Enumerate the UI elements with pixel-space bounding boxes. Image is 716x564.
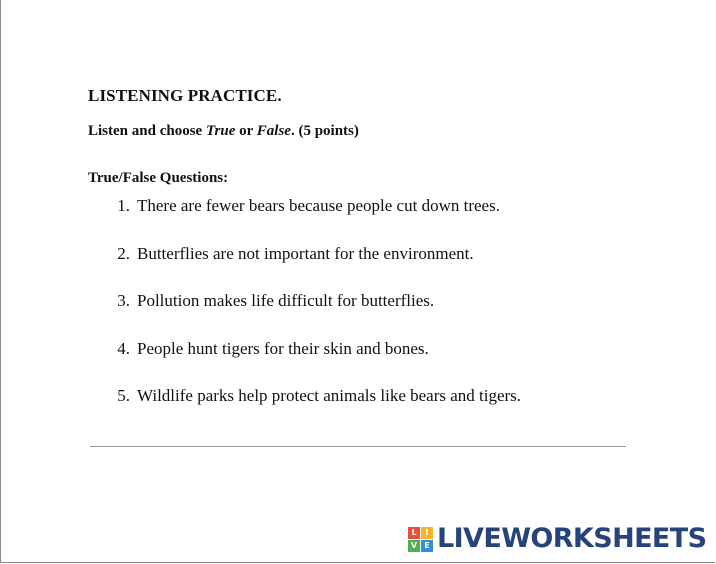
instruction-text (88, 122, 648, 140)
question-text: There are fewer bears because people cut down trees. (137, 196, 500, 215)
question-number: 2. (117, 243, 130, 263)
logo-tile-i: I (421, 527, 433, 539)
question-number: 3. (117, 291, 130, 310)
instruction-prefix: Listen and choose (88, 123, 206, 139)
liveworksheets-logo-icon (408, 527, 433, 552)
worksheet-heading: LISTENING PRACTICE. (88, 86, 282, 105)
instruction-middle: or (235, 123, 257, 139)
logo-tile-v: V (408, 540, 420, 552)
horizontal-divider (90, 446, 626, 447)
question-text: People hunt tigers for their skin and bones. (137, 338, 429, 358)
worksheet (88, 86, 648, 434)
logo-tile-l: L (408, 527, 420, 539)
question-text: Butterflies are not important for the environment. (137, 243, 474, 263)
question-item (88, 339, 648, 359)
logo-tile-e: E (421, 540, 433, 552)
question-item (88, 196, 648, 216)
question-number: 4. (117, 338, 130, 358)
section-label: True/False Questions: (88, 170, 229, 186)
question-item (88, 244, 648, 264)
instruction-suffix: . (5 points) (290, 123, 359, 139)
question-item (88, 386, 648, 406)
brand-name: LIVEWORKSHEETS (437, 523, 707, 554)
instruction-option-false: False (256, 123, 291, 139)
question-item (88, 291, 648, 311)
question-number: 1. (117, 196, 130, 215)
question-list (88, 196, 648, 406)
question-text: Wildlife parks help protect animals like bears and tigers. (137, 386, 522, 405)
question-text: Pollution makes life difficult for butterflies. (137, 291, 435, 310)
instruction-option-true: True (205, 123, 236, 139)
question-number: 5. (117, 386, 130, 405)
brand-watermark (408, 525, 706, 553)
